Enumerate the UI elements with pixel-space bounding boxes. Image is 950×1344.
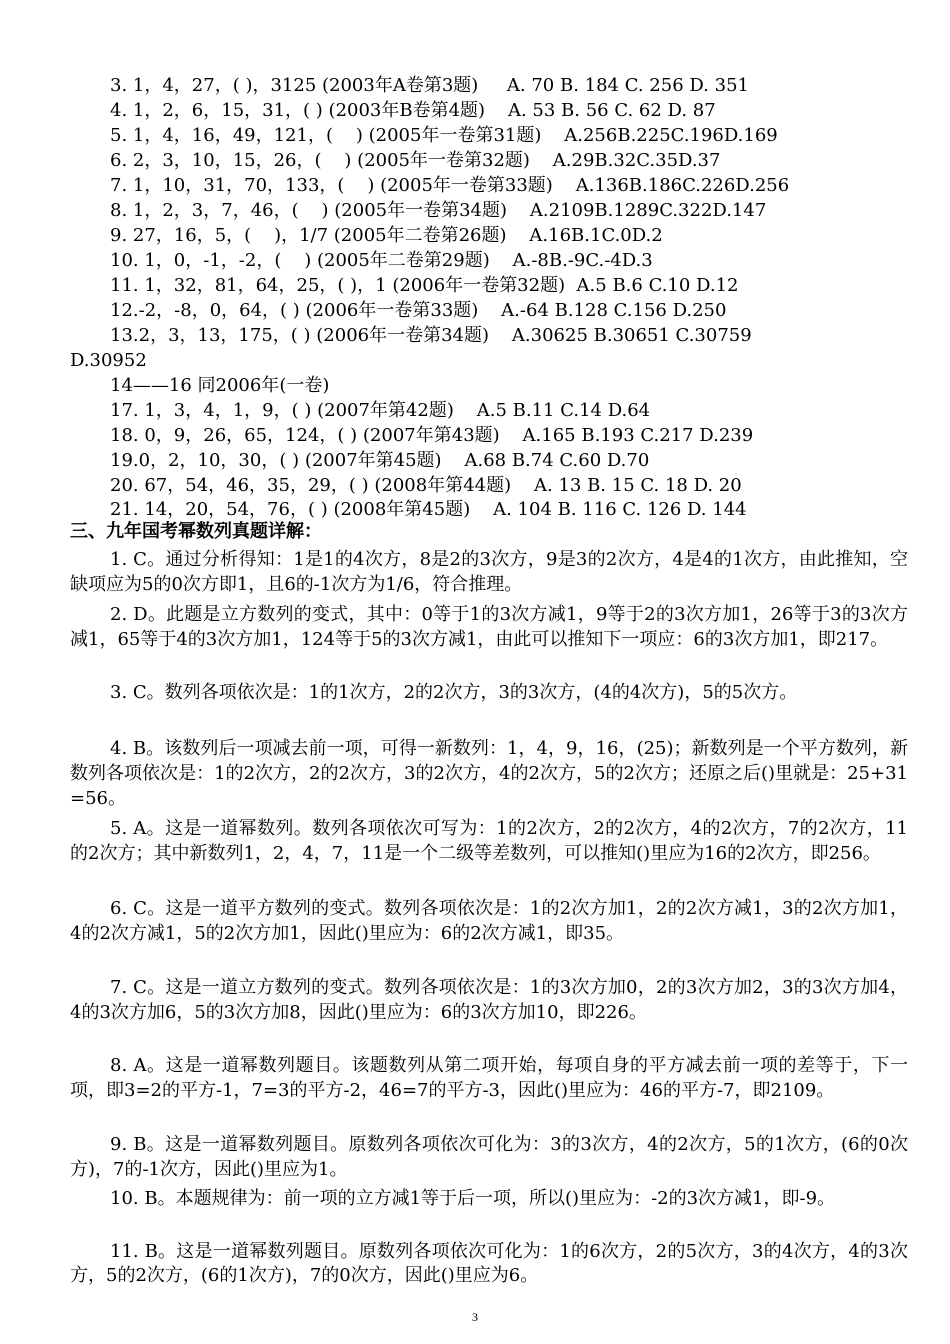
page-number: 3	[472, 1310, 478, 1324]
answer-paragraph: 11. B。这是一道幂数列题目。原数列各项依次可化为：1的6次方，2的5次方，3的4次方，4的3次方，5的2次方，(6的1次方)，7的0次方，因此()里应为6。	[70, 1241, 908, 1286]
question-line: 13.2，3，13，175，( ) (2006年一卷第34题) A.30625 B.30651 C.30759	[110, 325, 752, 346]
answer-paragraph: 3. C。数列各项依次是：1的1次方，2的2次方，3的3次方，(4的4次方)，5的5次方。	[110, 682, 798, 703]
question-line: 18. 0，9，26，65，124，( ) (2007年第43题) A.165 B.193 C.217 D.239	[110, 425, 754, 446]
question-line-continuation: D.30952	[70, 350, 147, 371]
answer-paragraph: 10. B。本题规律为：前一项的立方减1等于后一项，所以()里应为：-2的3次方减1，即-9。	[110, 1188, 836, 1209]
question-line: 19.0，2，10，30，( ) (2007年第45题) A.68 B.74 C.60 D.70	[110, 450, 650, 471]
answer-paragraph: 1. C。通过分析得知：1是1的4次方，8是2的3次方，9是3的2次方，4是4的1次方，由此推知，空缺项应为5的0次方即1，且6的-1次方为1/6，符合推理。	[70, 549, 908, 595]
question-line: 12.-2，-8，0，64，( ) (2006年一卷第33题) A.-64 B.128 C.156 D.250	[110, 300, 727, 321]
answer-paragraph: 7. C。这是一道立方数列的变式。数列各项依次是：1的3次方加0，2的3次方加2，3的3次方加4，4的3次方加6，5的3次方加8，因此()里应为：6的3次方加10，即226。	[70, 977, 908, 1023]
answer-paragraph: 2. D。此题是立方数列的变式，其中：0等于1的3次方减1，9等于2的3次方加1，26等于3的3次方减1，65等于4的3次方加1，124等于5的3次方减1，由此可以推知下一项应：6的3次方加1，即217。	[70, 604, 908, 650]
question-line: 21. 14，20，54，76，( ) (2008年第45题) A. 104 B. 116 C. 126 D. 144	[110, 499, 747, 520]
question-line: 8. 1，2，3，7，46，( ) (2005年一卷第34题) A.2109B.1289C.322D.147	[110, 200, 767, 221]
section-heading: 三、九年国考幂数列真题详解：	[70, 521, 322, 542]
question-line: 5. 1，4，16，49，121，( ) (2005年一卷第31题) A.256B.225C.196D.169	[110, 125, 778, 146]
answer-paragraph: 6. C。这是一道平方数列的变式。数列各项依次是：1的2次方加1，2的2次方减1，3的2次方加1，4的2次方减1，5的2次方加1，因此()里应为：6的2次方减1，即35。	[70, 898, 908, 944]
answer-paragraph: 5. A。这是一道幂数列。数列各项依次可写为：1的2次方，2的2次方，4的2次方，7的2次方，11的2次方；其中新数列1，2，4，7，11是一个二级等差数列，可以推知()里应为16的2次方，即256。	[70, 818, 908, 864]
answer-paragraph: 8. A。这是一道幂数列题目。该题数列从第二项开始，每项自身的平方减去前一项的差等于，下一项，即3=2的平方-1，7=3的平方-2，46=7的平方-3，因此()里应为：46的平方-7，即2109。	[70, 1055, 908, 1101]
question-line: 11. 1，32，81，64，25，( )，1 (2006年一卷第32题) A.5 B.6 C.10 D.12	[110, 275, 739, 296]
question-line: 3. 1，4，27，( )，3125 (2003年A卷第3题) A. 70 B. 184 C. 256 D. 351	[110, 75, 749, 96]
answer-paragraph: 9. B。这是一道幂数列题目。原数列各项依次可化为：3的3次方，4的2次方，5的1次方，(6的0次方)，7的-1次方，因此()里应为1。	[70, 1134, 908, 1180]
question-line: 7. 1，10，31，70，133，( ) (2005年一卷第33题) A.136B.186C.226D.256	[110, 175, 790, 196]
answer-paragraph: 4. B。该数列后一项减去前一项，可得一新数列：1，4，9，16，(25)；新数列是一个平方数列，新数列各项依次是：1的2次方，2的2次方，3的2次方，4的2次方，5的2次方；还原之后()里就是：25+31=56。	[70, 738, 908, 809]
question-line: 4. 1，2，6，15，31，( ) (2003年B卷第4题) A. 53 B. 56 C. 62 D. 87	[110, 100, 716, 121]
question-line: 10. 1，0，-1，-2，( ) (2005年二卷第29题) A.-8B.-9C.-4D.3	[110, 250, 653, 271]
question-line: 6. 2，3，10，15，26，( ) (2005年一卷第32题) A.29B.32C.35D.37	[110, 150, 721, 171]
question-line: 14——16 同2006年(一卷)	[110, 375, 330, 396]
question-line: 9. 27，16，5，( )，1/7 (2005年二卷第26题) A.16B.1C.0D.2	[110, 225, 663, 246]
question-line: 20. 67，54，46，35，29，( ) (2008年第44题) A. 13 B. 15 C. 18 D. 20	[110, 475, 742, 496]
question-line: 17. 1，3，4，1，9，( ) (2007年第42题) A.5 B.11 C.14 D.64	[110, 400, 651, 421]
